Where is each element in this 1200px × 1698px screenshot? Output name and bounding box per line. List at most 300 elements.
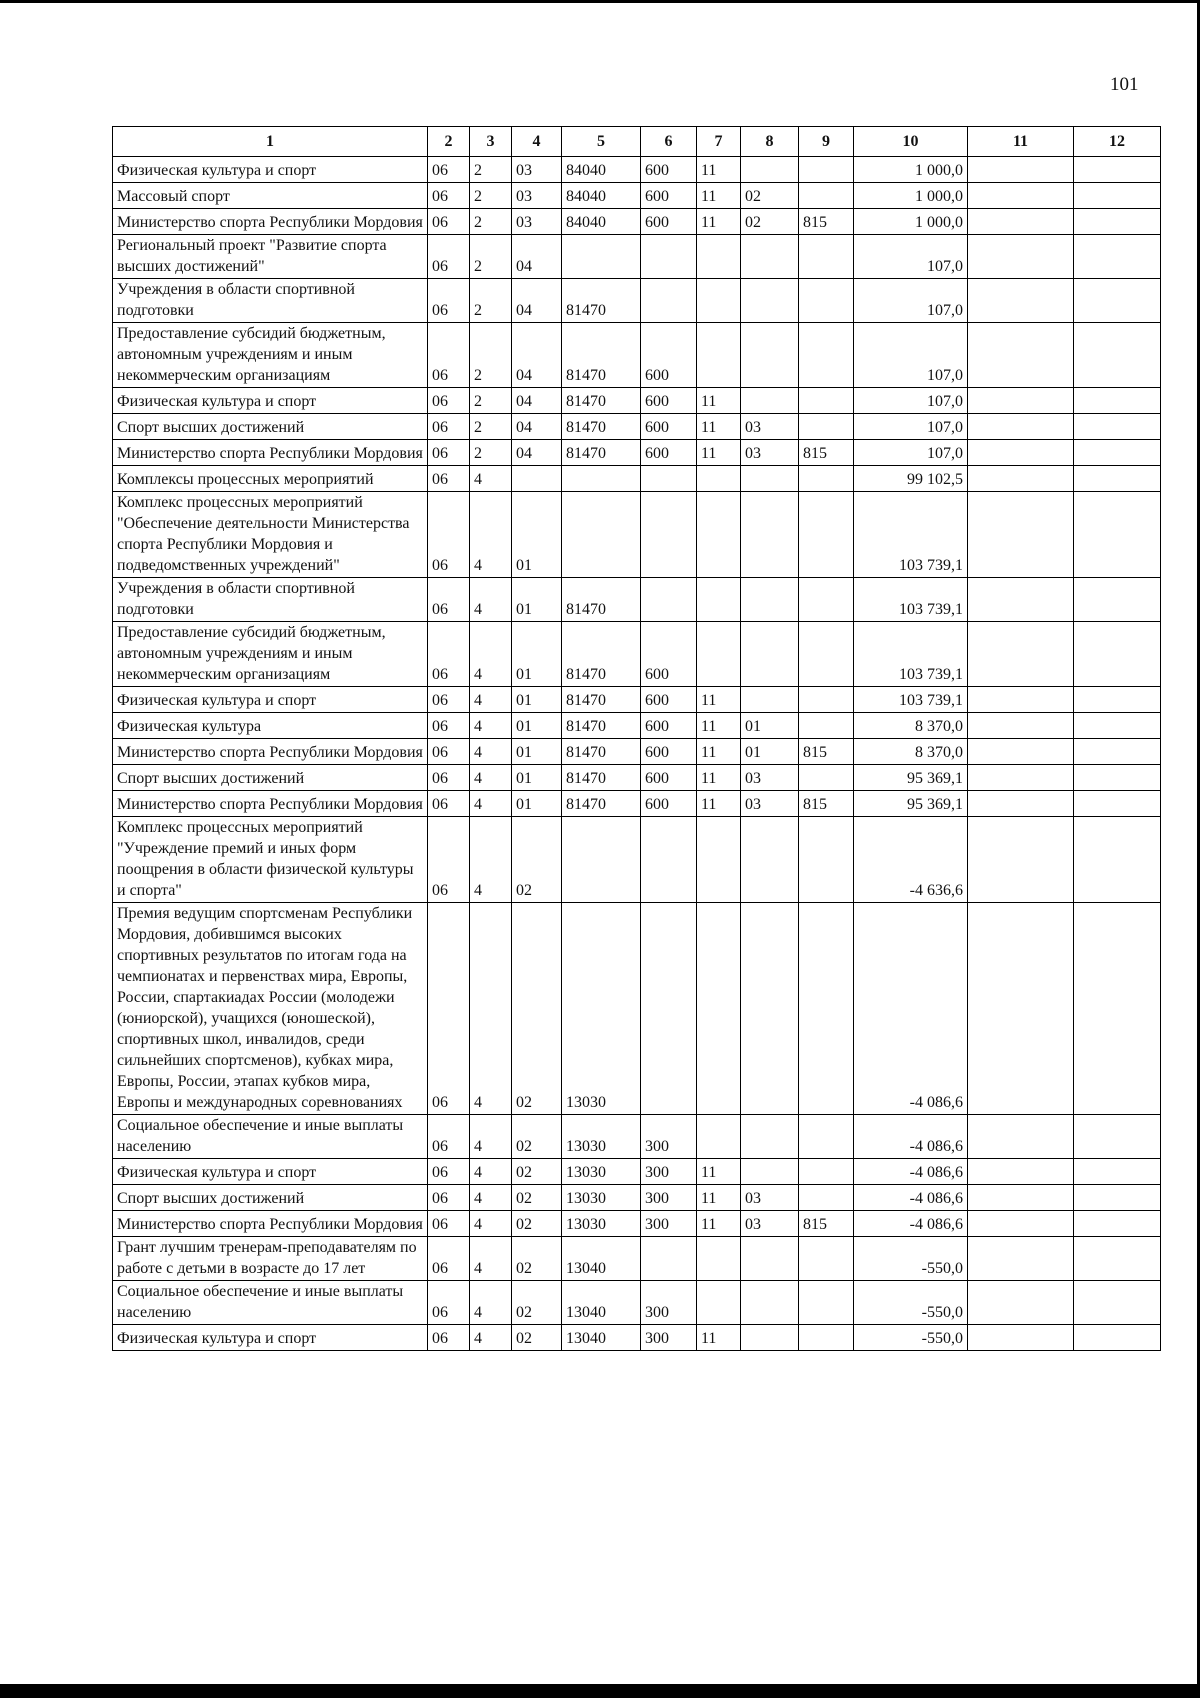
code-cell-4: 01	[512, 713, 562, 739]
code-cell-7: 11	[697, 687, 741, 713]
code-cell-5	[562, 492, 641, 578]
code-cell-2: 06	[428, 903, 470, 1115]
code-cell-2: 06	[428, 323, 470, 388]
code-cell-4: 03	[512, 209, 562, 235]
code-cell-9	[799, 279, 854, 323]
page-number: 101	[1110, 74, 1139, 95]
table-row	[113, 1211, 1161, 1237]
row-name-cell: Министерство спорта Республики Мордовия	[113, 440, 428, 466]
scan-border-top	[0, 0, 1200, 3]
code-cell-2: 06	[428, 817, 470, 903]
code-cell-7	[697, 578, 741, 622]
code-cell-2: 06	[428, 578, 470, 622]
code-cell-4: 01	[512, 765, 562, 791]
table-row	[113, 323, 1161, 388]
column-header: 3	[470, 127, 512, 157]
empty-cell-11	[968, 622, 1074, 687]
table-row	[113, 578, 1161, 622]
code-cell-6	[641, 235, 697, 279]
code-cell-8	[741, 1281, 799, 1325]
code-cell-5: 81470	[562, 791, 641, 817]
code-cell-3: 2	[470, 388, 512, 414]
code-cell-5: 13040	[562, 1281, 641, 1325]
empty-cell-12	[1074, 1211, 1161, 1237]
code-cell-4: 04	[512, 279, 562, 323]
code-cell-2: 06	[428, 687, 470, 713]
table-row	[113, 817, 1161, 903]
code-cell-6: 600	[641, 157, 697, 183]
code-cell-5	[562, 235, 641, 279]
empty-cell-11	[968, 235, 1074, 279]
empty-cell-11	[968, 578, 1074, 622]
amount-cell: 107,0	[854, 235, 968, 279]
code-cell-3: 4	[470, 492, 512, 578]
code-cell-4: 01	[512, 687, 562, 713]
empty-cell-11	[968, 440, 1074, 466]
code-cell-6: 300	[641, 1325, 697, 1351]
empty-cell-11	[968, 687, 1074, 713]
code-cell-9	[799, 903, 854, 1115]
row-name-cell: Физическая культура	[113, 713, 428, 739]
row-name-cell: Спорт высших достижений	[113, 414, 428, 440]
code-cell-2: 06	[428, 791, 470, 817]
code-cell-9	[799, 1237, 854, 1281]
code-cell-9: 815	[799, 739, 854, 765]
code-cell-8	[741, 578, 799, 622]
code-cell-8: 02	[741, 209, 799, 235]
code-cell-8	[741, 323, 799, 388]
code-cell-3: 2	[470, 235, 512, 279]
row-name-cell: Предоставление субсидий бюджетным, автономным учреждениям и иным некоммерческим организациям	[113, 622, 428, 687]
code-cell-7	[697, 1237, 741, 1281]
code-cell-8	[741, 1325, 799, 1351]
empty-cell-12	[1074, 492, 1161, 578]
code-cell-3: 4	[470, 817, 512, 903]
code-cell-7	[697, 492, 741, 578]
empty-cell-11	[968, 388, 1074, 414]
empty-cell-12	[1074, 765, 1161, 791]
code-cell-6	[641, 492, 697, 578]
code-cell-6: 600	[641, 622, 697, 687]
code-cell-3: 4	[470, 903, 512, 1115]
code-cell-8: 03	[741, 440, 799, 466]
code-cell-2: 06	[428, 279, 470, 323]
code-cell-7	[697, 1115, 741, 1159]
code-cell-9	[799, 1325, 854, 1351]
code-cell-3: 2	[470, 323, 512, 388]
code-cell-3: 4	[470, 1211, 512, 1237]
code-cell-5	[562, 466, 641, 492]
code-cell-9: 815	[799, 791, 854, 817]
empty-cell-12	[1074, 209, 1161, 235]
code-cell-5: 13040	[562, 1237, 641, 1281]
code-cell-4: 01	[512, 578, 562, 622]
code-cell-2: 06	[428, 1115, 470, 1159]
table-row	[113, 739, 1161, 765]
code-cell-7: 11	[697, 713, 741, 739]
code-cell-4: 02	[512, 1211, 562, 1237]
code-cell-5: 84040	[562, 183, 641, 209]
empty-cell-12	[1074, 817, 1161, 903]
empty-cell-12	[1074, 687, 1161, 713]
row-name-cell: Комплекс процессных мероприятий "Учреждение премий и иных форм поощрения в области физической культуры и спорта"	[113, 817, 428, 903]
amount-cell: 107,0	[854, 440, 968, 466]
code-cell-7	[697, 1281, 741, 1325]
code-cell-9	[799, 492, 854, 578]
code-cell-4: 02	[512, 1237, 562, 1281]
code-cell-5: 81470	[562, 414, 641, 440]
code-cell-4: 04	[512, 440, 562, 466]
empty-cell-12	[1074, 157, 1161, 183]
code-cell-2: 06	[428, 1237, 470, 1281]
code-cell-8	[741, 903, 799, 1115]
code-cell-4: 02	[512, 1159, 562, 1185]
amount-cell: 107,0	[854, 388, 968, 414]
empty-cell-11	[968, 1159, 1074, 1185]
code-cell-7: 11	[697, 765, 741, 791]
code-cell-2: 06	[428, 235, 470, 279]
code-cell-9	[799, 1115, 854, 1159]
empty-cell-12	[1074, 235, 1161, 279]
code-cell-3: 4	[470, 578, 512, 622]
column-header: 6	[641, 127, 697, 157]
code-cell-6: 300	[641, 1281, 697, 1325]
table-row	[113, 903, 1161, 1115]
row-name-cell: Министерство спорта Республики Мордовия	[113, 791, 428, 817]
code-cell-2: 06	[428, 492, 470, 578]
row-name-cell: Премия ведущим спортсменам Республики Мордовия, добившимся высоких спортивных результатов по итогам года на чемпионатах и первенствах мира, Европы, России, спартакиадах России (молодежи (юниорской), учащихся (юношеской), спортивных школ, инвалидов, среди сильнейших спортсменов), кубках мира, Европы, России, этапах кубков мира, Европы и международных соревнованиях	[113, 903, 428, 1115]
code-cell-7: 11	[697, 414, 741, 440]
code-cell-9	[799, 414, 854, 440]
table-row	[113, 1281, 1161, 1325]
table-row	[113, 713, 1161, 739]
code-cell-8: 03	[741, 791, 799, 817]
code-cell-2: 06	[428, 1159, 470, 1185]
code-cell-4	[512, 466, 562, 492]
empty-cell-12	[1074, 414, 1161, 440]
row-name-cell: Комплекс процессных мероприятий "Обеспечение деятельности Министерства спорта Республики Мордовия и подведомственных учреждений"	[113, 492, 428, 578]
empty-cell-12	[1074, 323, 1161, 388]
table-row	[113, 183, 1161, 209]
empty-cell-12	[1074, 1325, 1161, 1351]
code-cell-7: 11	[697, 739, 741, 765]
empty-cell-12	[1074, 1237, 1161, 1281]
amount-cell: -550,0	[854, 1237, 968, 1281]
code-cell-5	[562, 817, 641, 903]
code-cell-4: 02	[512, 1281, 562, 1325]
code-cell-5: 81470	[562, 713, 641, 739]
code-cell-5: 81470	[562, 388, 641, 414]
code-cell-9	[799, 713, 854, 739]
table-row	[113, 279, 1161, 323]
empty-cell-12	[1074, 903, 1161, 1115]
code-cell-8	[741, 235, 799, 279]
code-cell-2: 06	[428, 1325, 470, 1351]
empty-cell-12	[1074, 1115, 1161, 1159]
table-row	[113, 157, 1161, 183]
amount-cell: -550,0	[854, 1325, 968, 1351]
code-cell-5: 81470	[562, 279, 641, 323]
code-cell-2: 06	[428, 765, 470, 791]
empty-cell-11	[968, 791, 1074, 817]
empty-cell-11	[968, 817, 1074, 903]
amount-cell: 1 000,0	[854, 209, 968, 235]
amount-cell: 107,0	[854, 323, 968, 388]
code-cell-3: 2	[470, 440, 512, 466]
code-cell-7: 11	[697, 157, 741, 183]
scan-border-bottom	[0, 1684, 1200, 1698]
code-cell-5: 81470	[562, 687, 641, 713]
row-name-cell: Предоставление субсидий бюджетным, автономным учреждениям и иным некоммерческим организациям	[113, 323, 428, 388]
code-cell-7	[697, 323, 741, 388]
row-name-cell: Региональный проект "Развитие спорта высших достижений"	[113, 235, 428, 279]
code-cell-3: 2	[470, 279, 512, 323]
code-cell-8	[741, 1159, 799, 1185]
code-cell-9: 815	[799, 209, 854, 235]
code-cell-3: 2	[470, 209, 512, 235]
table-row	[113, 622, 1161, 687]
code-cell-5: 84040	[562, 157, 641, 183]
code-cell-6: 600	[641, 739, 697, 765]
amount-cell: -4 086,6	[854, 1115, 968, 1159]
table-row	[113, 687, 1161, 713]
table-row	[113, 414, 1161, 440]
column-header: 2	[428, 127, 470, 157]
amount-cell: 99 102,5	[854, 466, 968, 492]
code-cell-2: 06	[428, 183, 470, 209]
amount-cell: -550,0	[854, 1281, 968, 1325]
code-cell-8	[741, 279, 799, 323]
code-cell-8: 03	[741, 1211, 799, 1237]
table-row	[113, 1325, 1161, 1351]
code-cell-7	[697, 817, 741, 903]
empty-cell-11	[968, 765, 1074, 791]
row-name-cell: Министерство спорта Республики Мордовия	[113, 739, 428, 765]
table-row	[113, 1185, 1161, 1211]
row-name-cell: Физическая культура и спорт	[113, 157, 428, 183]
code-cell-7	[697, 622, 741, 687]
empty-cell-11	[968, 209, 1074, 235]
code-cell-4: 02	[512, 1115, 562, 1159]
column-header: 10	[854, 127, 968, 157]
code-cell-7: 11	[697, 209, 741, 235]
code-cell-2: 06	[428, 713, 470, 739]
code-cell-3: 4	[470, 466, 512, 492]
amount-cell: 8 370,0	[854, 713, 968, 739]
code-cell-5: 84040	[562, 209, 641, 235]
code-cell-6	[641, 1237, 697, 1281]
amount-cell: -4 086,6	[854, 1159, 968, 1185]
code-cell-3: 4	[470, 713, 512, 739]
code-cell-6: 600	[641, 765, 697, 791]
code-cell-3: 4	[470, 1281, 512, 1325]
code-cell-8	[741, 622, 799, 687]
code-cell-6	[641, 817, 697, 903]
row-name-cell: Физическая культура и спорт	[113, 1325, 428, 1351]
code-cell-4: 04	[512, 235, 562, 279]
row-name-cell: Физическая культура и спорт	[113, 687, 428, 713]
empty-cell-12	[1074, 1159, 1161, 1185]
code-cell-7: 11	[697, 440, 741, 466]
code-cell-7	[697, 466, 741, 492]
table-row	[113, 388, 1161, 414]
code-cell-9	[799, 817, 854, 903]
table-header-row	[113, 127, 1161, 157]
code-cell-4: 02	[512, 1325, 562, 1351]
code-cell-6: 600	[641, 687, 697, 713]
amount-cell: 95 369,1	[854, 791, 968, 817]
code-cell-8	[741, 466, 799, 492]
amount-cell: 103 739,1	[854, 622, 968, 687]
empty-cell-11	[968, 903, 1074, 1115]
column-header: 4	[512, 127, 562, 157]
code-cell-6	[641, 578, 697, 622]
empty-cell-11	[968, 1281, 1074, 1325]
empty-cell-12	[1074, 713, 1161, 739]
code-cell-5: 13030	[562, 1211, 641, 1237]
code-cell-9	[799, 622, 854, 687]
code-cell-9	[799, 157, 854, 183]
code-cell-4: 01	[512, 492, 562, 578]
amount-cell: 95 369,1	[854, 765, 968, 791]
code-cell-6: 300	[641, 1115, 697, 1159]
code-cell-5: 81470	[562, 578, 641, 622]
code-cell-7: 11	[697, 1185, 741, 1211]
empty-cell-11	[968, 157, 1074, 183]
code-cell-5: 81470	[562, 440, 641, 466]
code-cell-5: 13030	[562, 903, 641, 1115]
code-cell-8: 01	[741, 713, 799, 739]
row-name-cell: Физическая культура и спорт	[113, 388, 428, 414]
code-cell-9	[799, 578, 854, 622]
code-cell-5: 81470	[562, 739, 641, 765]
code-cell-8: 02	[741, 183, 799, 209]
code-cell-8	[741, 157, 799, 183]
amount-cell: -4 086,6	[854, 1185, 968, 1211]
row-name-cell: Учреждения в области спортивной подготовки	[113, 279, 428, 323]
column-header: 7	[697, 127, 741, 157]
code-cell-6	[641, 903, 697, 1115]
code-cell-6: 600	[641, 209, 697, 235]
code-cell-2: 06	[428, 1281, 470, 1325]
code-cell-8: 03	[741, 765, 799, 791]
code-cell-7: 11	[697, 388, 741, 414]
code-cell-3: 4	[470, 1115, 512, 1159]
code-cell-2: 06	[428, 209, 470, 235]
empty-cell-12	[1074, 578, 1161, 622]
code-cell-9	[799, 687, 854, 713]
code-cell-2: 06	[428, 414, 470, 440]
table-row	[113, 1237, 1161, 1281]
table-row	[113, 440, 1161, 466]
code-cell-6: 600	[641, 388, 697, 414]
code-cell-8: 03	[741, 1185, 799, 1211]
code-cell-6: 600	[641, 791, 697, 817]
empty-cell-12	[1074, 279, 1161, 323]
column-header: 5	[562, 127, 641, 157]
table-body	[113, 157, 1161, 1351]
code-cell-3: 4	[470, 1159, 512, 1185]
code-cell-9: 815	[799, 1211, 854, 1237]
code-cell-4: 01	[512, 739, 562, 765]
amount-cell: 107,0	[854, 414, 968, 440]
column-header: 1	[113, 127, 428, 157]
code-cell-5: 81470	[562, 765, 641, 791]
code-cell-7: 11	[697, 1159, 741, 1185]
code-cell-7: 11	[697, 791, 741, 817]
code-cell-6	[641, 279, 697, 323]
row-name-cell: Министерство спорта Республики Мордовия	[113, 1211, 428, 1237]
code-cell-5: 13030	[562, 1159, 641, 1185]
code-cell-6: 300	[641, 1159, 697, 1185]
code-cell-9	[799, 1281, 854, 1325]
empty-cell-11	[968, 466, 1074, 492]
amount-cell: 8 370,0	[854, 739, 968, 765]
code-cell-8: 03	[741, 414, 799, 440]
code-cell-8: 01	[741, 739, 799, 765]
column-header: 8	[741, 127, 799, 157]
empty-cell-11	[968, 713, 1074, 739]
code-cell-9	[799, 466, 854, 492]
code-cell-4: 03	[512, 157, 562, 183]
empty-cell-11	[968, 414, 1074, 440]
code-cell-6: 300	[641, 1211, 697, 1237]
code-cell-9: 815	[799, 440, 854, 466]
empty-cell-11	[968, 492, 1074, 578]
column-header: 11	[968, 127, 1074, 157]
row-name-cell: Министерство спорта Республики Мордовия	[113, 209, 428, 235]
empty-cell-11	[968, 1237, 1074, 1281]
column-header: 9	[799, 127, 854, 157]
code-cell-9	[799, 1185, 854, 1211]
code-cell-2: 06	[428, 1185, 470, 1211]
code-cell-9	[799, 1159, 854, 1185]
code-cell-3: 4	[470, 1237, 512, 1281]
table-row	[113, 1115, 1161, 1159]
code-cell-4: 02	[512, 1185, 562, 1211]
code-cell-4: 02	[512, 903, 562, 1115]
code-cell-3: 4	[470, 1185, 512, 1211]
code-cell-3: 4	[470, 765, 512, 791]
code-cell-8	[741, 1237, 799, 1281]
code-cell-8	[741, 1115, 799, 1159]
code-cell-8	[741, 687, 799, 713]
code-cell-4: 04	[512, 414, 562, 440]
row-name-cell: Физическая культура и спорт	[113, 1159, 428, 1185]
code-cell-7	[697, 235, 741, 279]
empty-cell-12	[1074, 388, 1161, 414]
code-cell-8	[741, 388, 799, 414]
code-cell-7	[697, 903, 741, 1115]
code-cell-9	[799, 765, 854, 791]
empty-cell-12	[1074, 1185, 1161, 1211]
code-cell-3: 4	[470, 687, 512, 713]
code-cell-3: 2	[470, 157, 512, 183]
table-row	[113, 492, 1161, 578]
code-cell-3: 2	[470, 414, 512, 440]
code-cell-7: 11	[697, 1211, 741, 1237]
code-cell-8	[741, 492, 799, 578]
row-name-cell: Комплексы процессных мероприятий	[113, 466, 428, 492]
code-cell-5: 13030	[562, 1115, 641, 1159]
empty-cell-11	[968, 739, 1074, 765]
code-cell-8	[741, 817, 799, 903]
code-cell-2: 06	[428, 622, 470, 687]
code-cell-2: 06	[428, 739, 470, 765]
table-row	[113, 1159, 1161, 1185]
code-cell-5: 13030	[562, 1185, 641, 1211]
empty-cell-11	[968, 1115, 1074, 1159]
